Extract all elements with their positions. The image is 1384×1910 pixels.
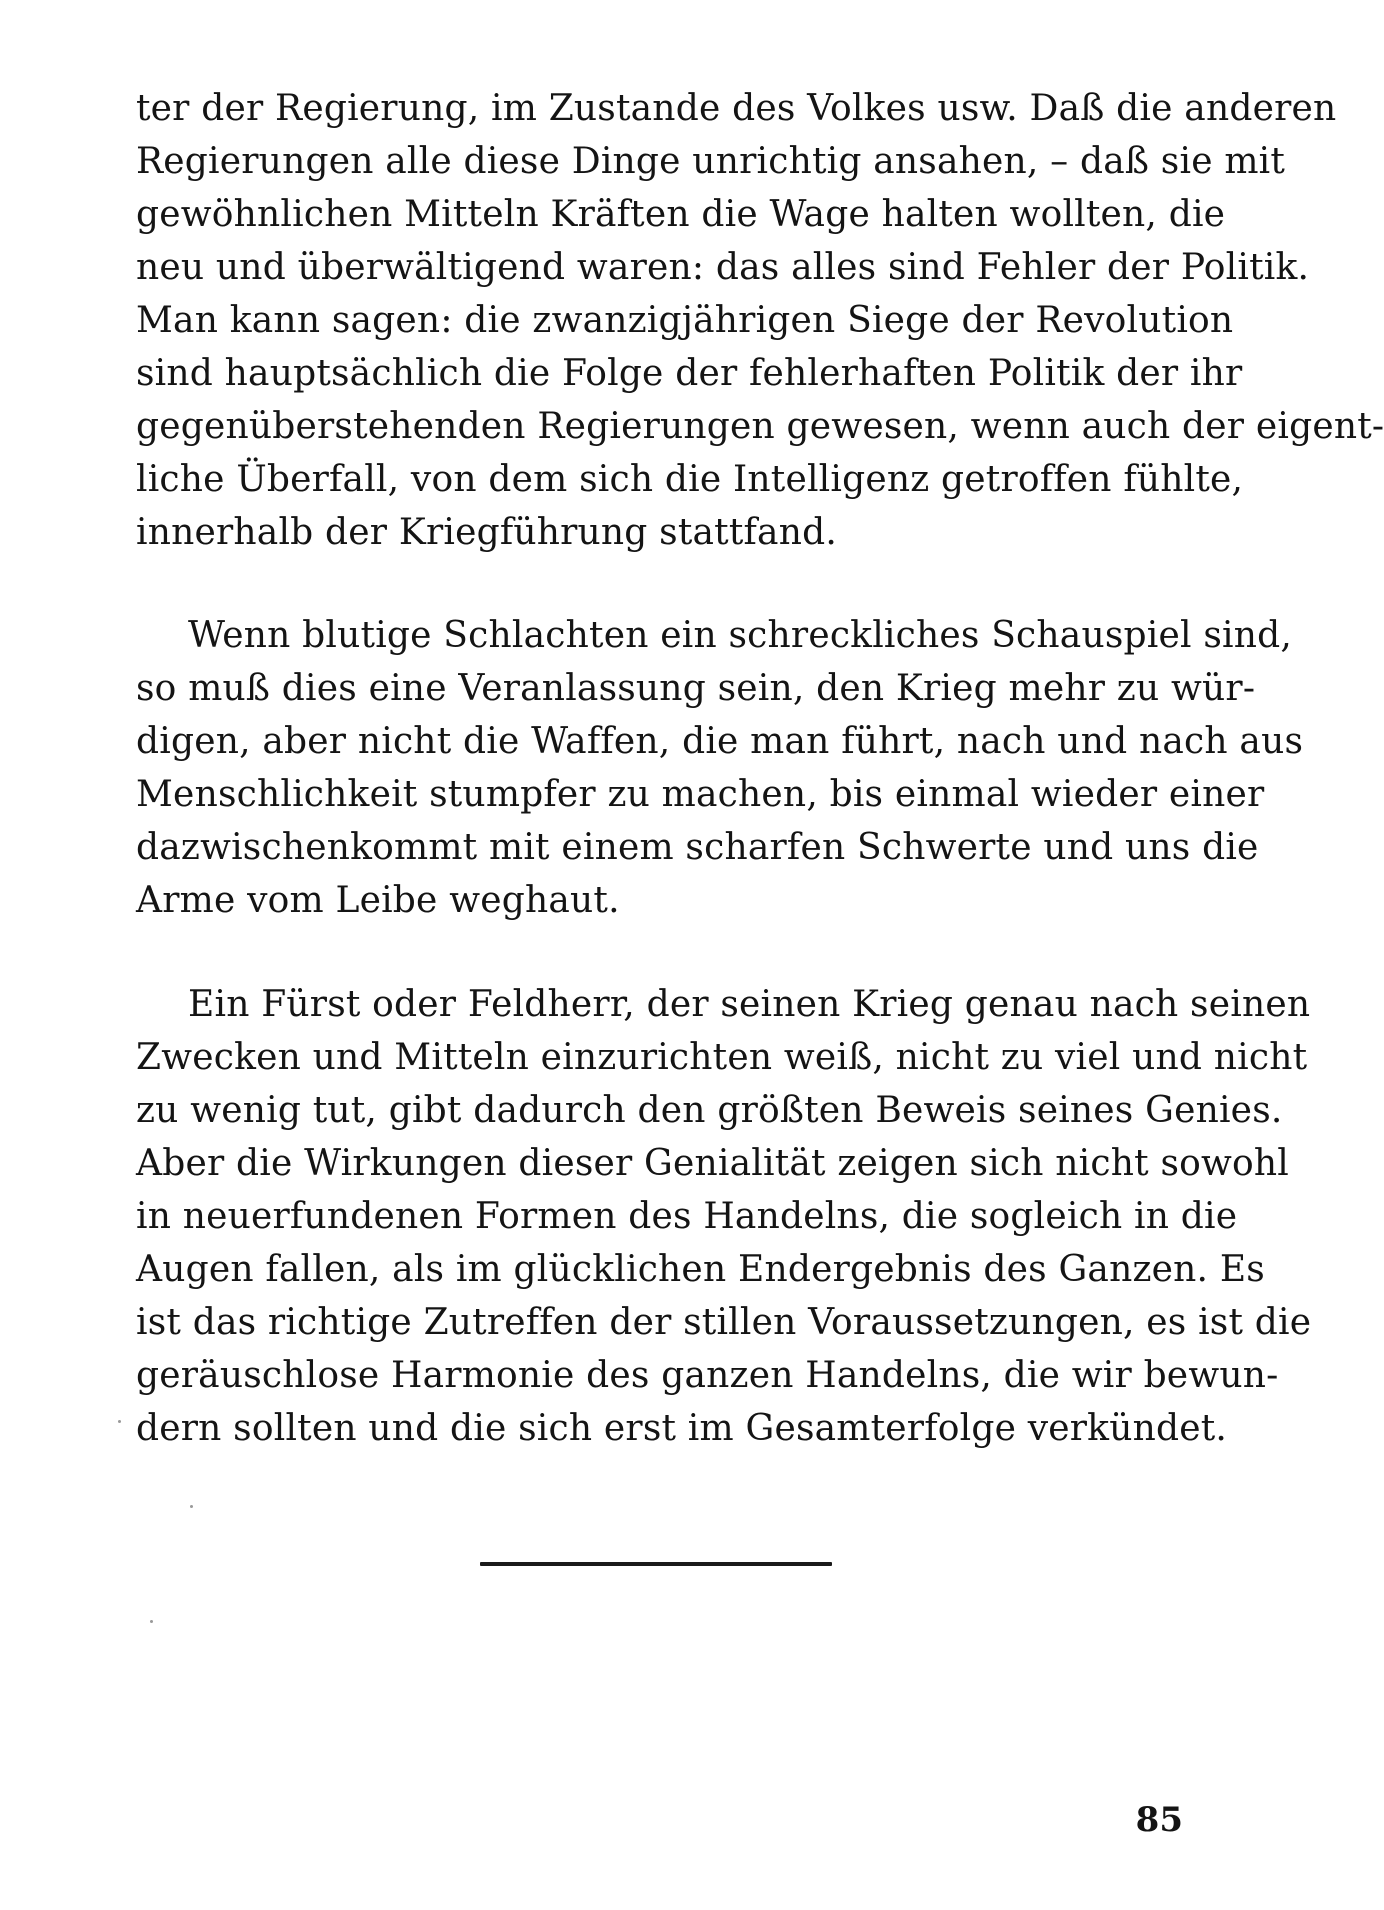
paper-speck [118, 1420, 121, 1423]
text-line: zu wenig tut, gibt dadurch den größten Beweis seines Genies. [136, 1090, 1283, 1131]
page-number: 85 [1135, 1800, 1183, 1840]
section-end-rule [480, 1562, 832, 1566]
text-line: Ein Fürst oder Feldherr, der seinen Krieg genau nach seinen [188, 984, 1311, 1025]
text-line: Menschlichkeit stumpfer zu machen, bis einmal wieder einer [136, 774, 1265, 815]
paper-speck [190, 1505, 193, 1508]
paragraph-1 [136, 82, 1384, 559]
paper-speck [150, 1620, 153, 1623]
paragraph-3 [136, 978, 1312, 1455]
text-line: neu und überwältigend waren: das alles sind Fehler der Politik. [136, 247, 1310, 288]
text-line: gewöhnlichen Mitteln Kräften die Wage halten wollten, die [136, 194, 1226, 235]
text-line: innerhalb der Kriegführung stattfand. [136, 512, 837, 553]
text-line: geräuschlose Harmonie des ganzen Handelns, die wir bewun- [136, 1355, 1279, 1396]
text-line: ist das richtige Zutreffen der stillen Voraussetzungen, es ist die [136, 1302, 1312, 1343]
text-line: dern sollten und die sich erst im Gesamterfolge verkündet. [136, 1408, 1228, 1449]
text-line: Wenn blutige Schlachten ein schreckliches Schauspiel sind, [188, 615, 1293, 656]
text-line: gegenüberstehenden Regierungen gewesen, wenn auch der eigent- [136, 406, 1384, 447]
text-line: Regierungen alle diese Dinge unrichtig ansahen, – daß sie mit [136, 141, 1286, 182]
text-line: Aber die Wirkungen dieser Genialität zeigen sich nicht sowohl [136, 1143, 1289, 1184]
text-line: digen, aber nicht die Waffen, die man führt, nach und nach aus [136, 721, 1304, 762]
text-line: ter der Regierung, im Zustande des Volkes usw. Daß die anderen [136, 88, 1337, 129]
text-line: Arme vom Leibe weghaut. [136, 880, 620, 921]
text-line: Man kann sagen: die zwanzigjährigen Siege der Revolution [136, 300, 1234, 341]
text-line: Augen fallen, als im glücklichen Endergebnis des Ganzen. Es [136, 1249, 1265, 1290]
text-line: in neuerfundenen Formen des Handelns, die sogleich in die [136, 1196, 1238, 1237]
paragraph-2 [136, 609, 1304, 927]
text-line: so muß dies eine Veranlassung sein, den Krieg mehr zu wür- [136, 668, 1256, 709]
text-line: liche Überfall, von dem sich die Intelligenz getroffen fühlte, [136, 459, 1244, 500]
text-line: dazwischenkommt mit einem scharfen Schwerte und uns die [136, 827, 1259, 868]
text-line: Zwecken und Mitteln einzurichten weiß, nicht zu viel und nicht [136, 1037, 1308, 1078]
text-line: sind hauptsächlich die Folge der fehlerhaften Politik der ihr [136, 353, 1243, 394]
